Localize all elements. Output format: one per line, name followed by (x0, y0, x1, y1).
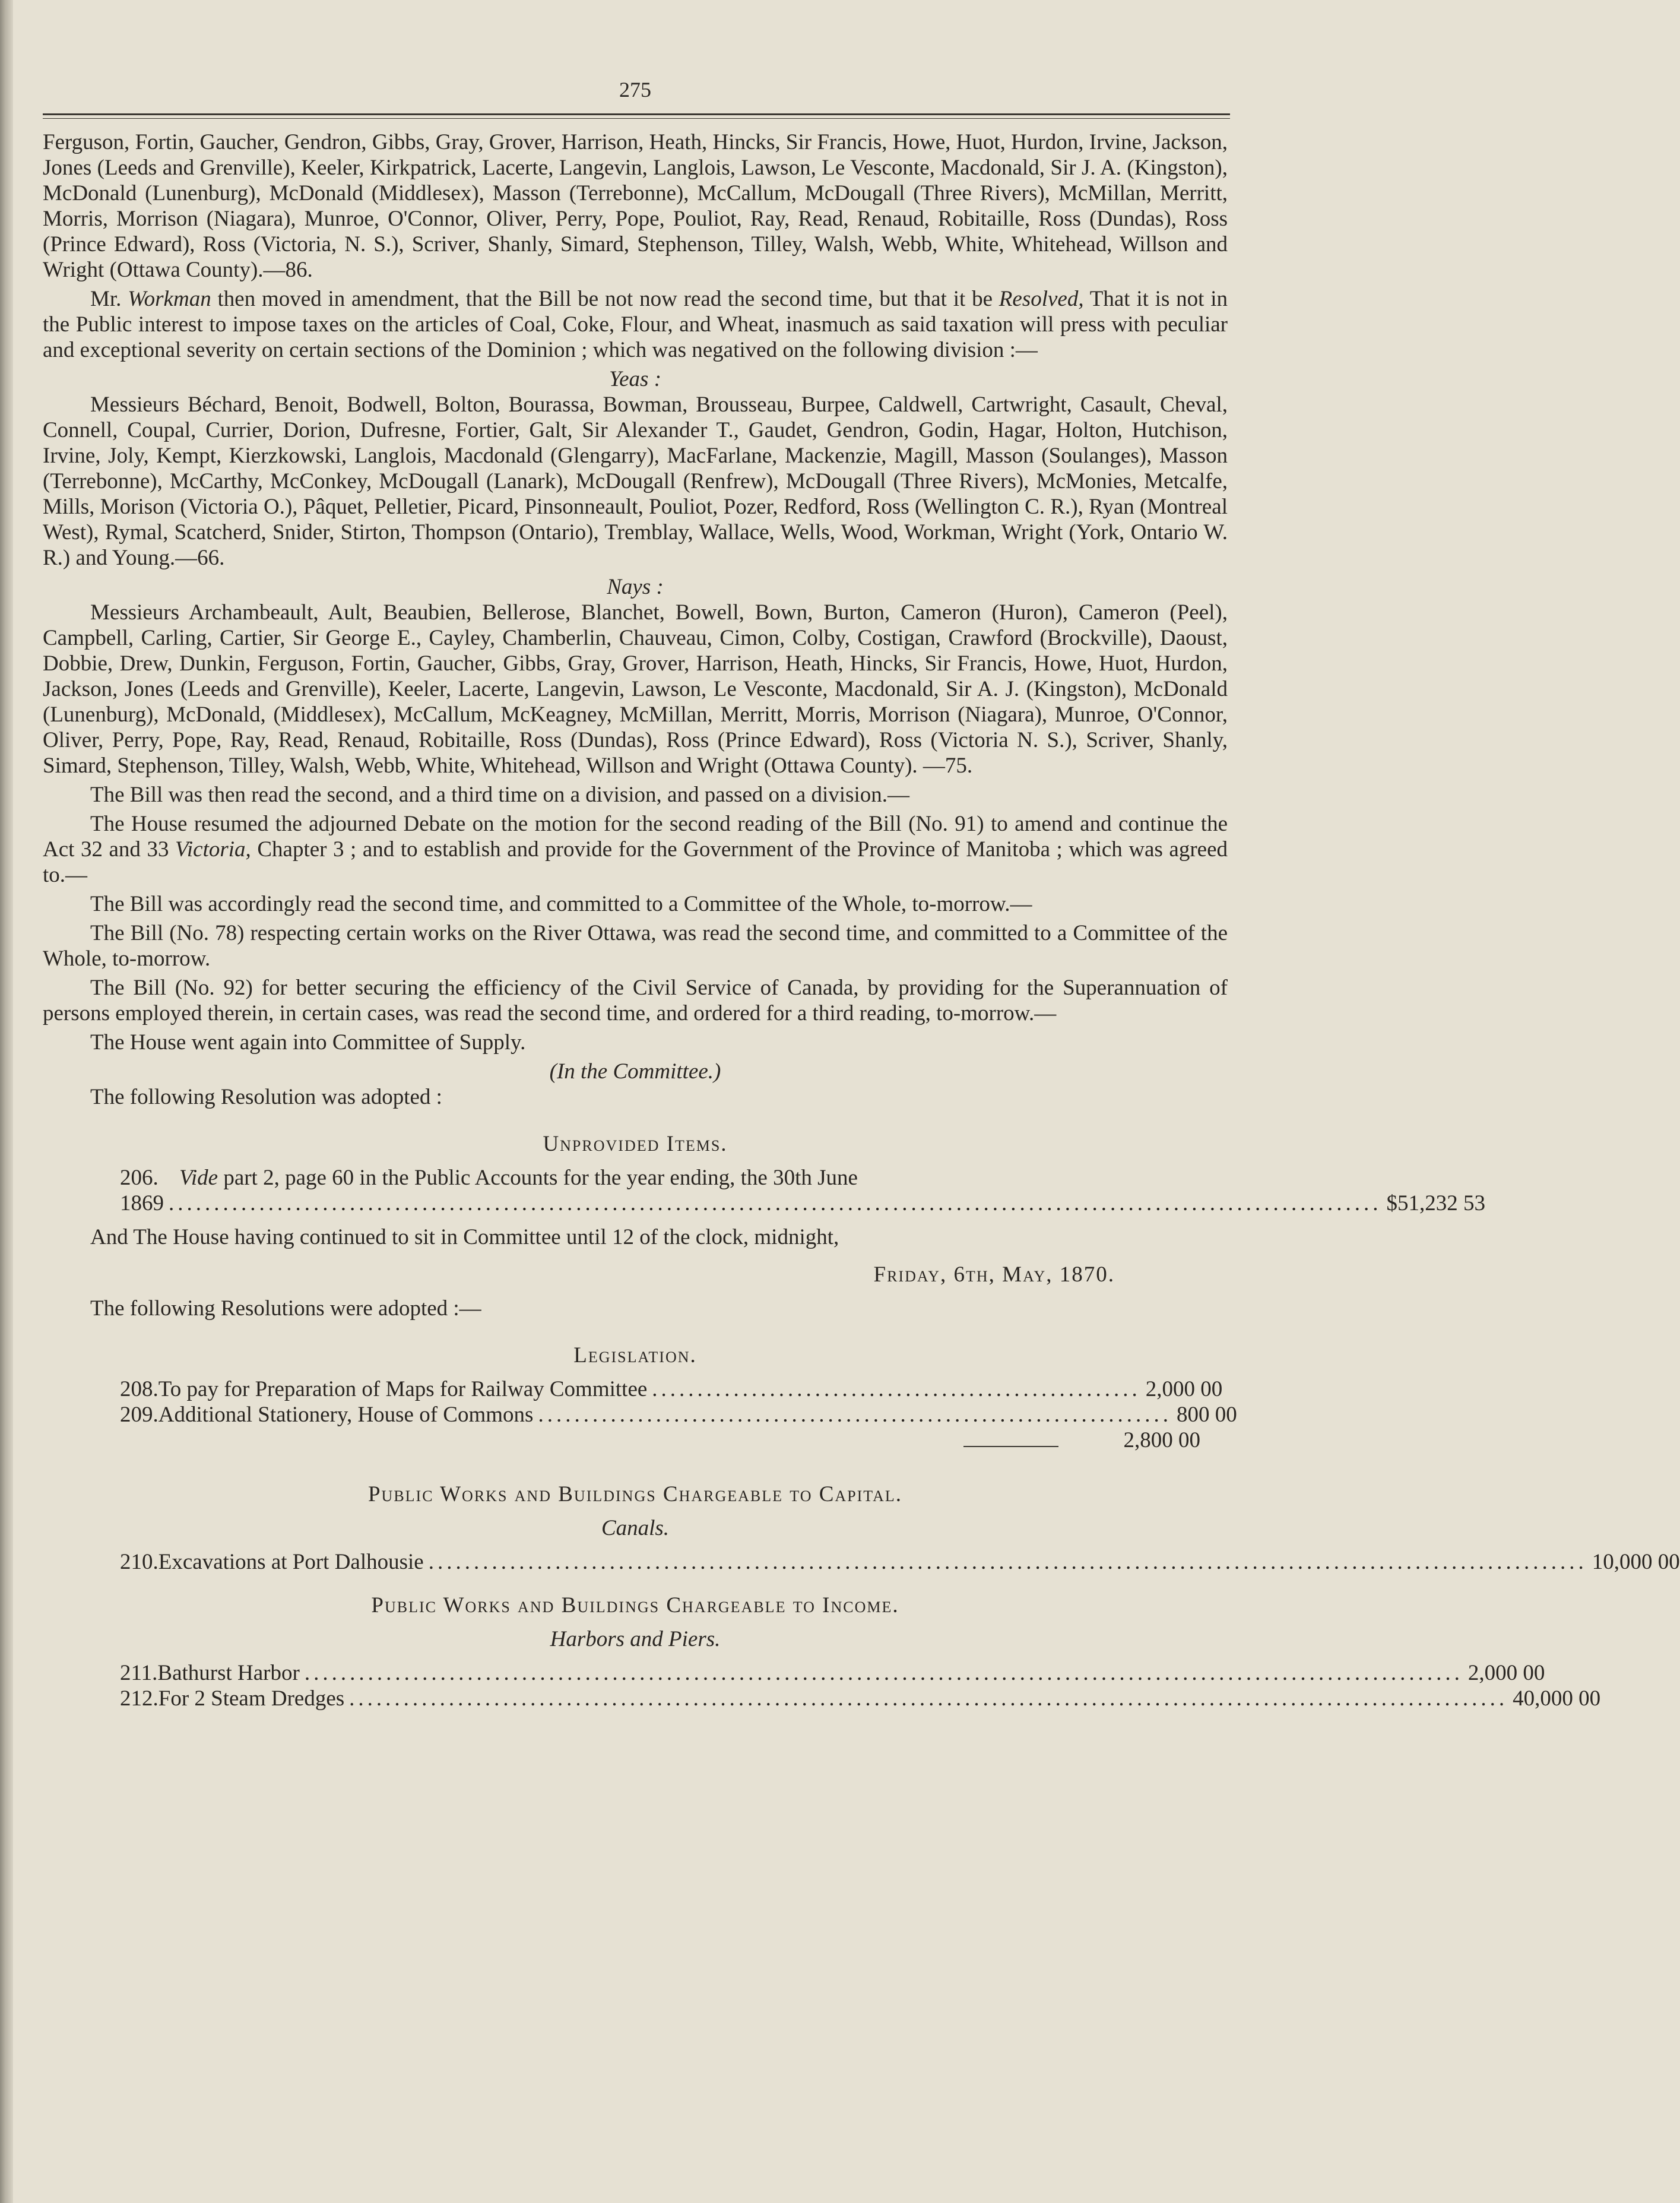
dot-leader: ...................................................................... (538, 1403, 1172, 1427)
book-binding-edge (0, 0, 13, 2203)
legislation-items (120, 1376, 1237, 1453)
resolution-adopted: The following Resolution was adopted : (90, 1085, 442, 1109)
dot-leader: ................................................................................................................................ (349, 1686, 1508, 1711)
legislation-total: 2,800 00 (1123, 1428, 1200, 1452)
house-continued: And The House having continued to sit in Committee until 12 of the clock, midnight, (90, 1225, 839, 1249)
header-rule (43, 113, 1230, 119)
unprovided-items-heading: Unprovided Items. (543, 1132, 728, 1156)
bill-92: The Bill (No. 92) for better securing the efficiency of the Civil Service of Canada, by providing for the Superannuation of persons employed therein, in certain cases, was read the second time, and ordered for a third reading, to-morrow.— (43, 976, 1228, 1025)
income-heading: Public Works and Buildings Chargeable to Income. (371, 1593, 899, 1618)
page-number: 275 (619, 78, 651, 102)
canals-subheading: Canals. (601, 1516, 670, 1540)
yeas-heading: Yeas : (608, 367, 662, 391)
harbors-subheading: Harbors and Piers. (550, 1627, 721, 1651)
journal-page (43, 77, 1680, 1711)
first-division-names: Ferguson, Fortin, Gaucher, Gendron, Gibbs, Gray, Grover, Harrison, Heath, Hincks, Sir Francis, Howe, Huot, Hurdon, Irvine, Jackson, Jones (Leeds and Grenville), Keeler, Kirkpatrick, Lacerte, Langevin, Langlois, Lawson, Le Vesconte, Macdonald, Sir J. A. (Kingston), McDonald (Lunenburg), McDonald (Middlesex), Masson (Terrebonne), McCallum, McDougall (Three Rivers), McMillan, Merritt, Morris, Morrison (Niagara), Munroe, O'Connor, Oliver, Perry, Pope, Pouliot, Ray, Read, Renaud, Robitaille, Ross (Dundas), Ross (Prince Edward), Ross (Victoria, N. S.), Scriver, Shanly, Simard, Stephenson, Tilley, Walsh, Webb, White, Whitehead, Willson and Wright (Ottawa County).—86. (43, 130, 1228, 282)
unprovided-items-list (120, 1165, 1485, 1216)
nays-names: Messieurs Archambeault, Ault, Beaubien, Bellerose, Blanchet, Bowell, Bown, Burton, Cameron (Huron), Cameron (Peel), Campbell, Carling, Cartier, Sir George E., Cayley, Chamberlin, Chauveau, Cimon, Colby, Costigan, Crawford (Brockville), Daoust, Dobbie, Drew, Dunkin, Ferguson, Fortin, Gaucher, Gibbs, Gray, Grover, Harrison, Heath, Hincks, Sir Francis, Howe, Huot, Hurdon, Jackson, Jones (Leeds and Grenville), Keeler, Lacerte, Langevin, Lawson, Le Vesconte, Macdonald, Sir A. J. (Kingston), McDonald (Lunenburg), McDonald, (Middlesex), McCallum, McKeagney, McMillan, Merritt, Morris, Morrison (Niagara), Munroe, O'Connor, Oliver, Perry, Pope, Ray, Read, Renaud, Robitaille, Ross (Dundas), Ross (Prince Edward), Ross (Victoria N. S.), Scriver, Shanly, Simard, Stephenson, Tilley, Walsh, Webb, White, Whitehead, Willson and Wright (Ottawa County). —75. (43, 600, 1228, 778)
in-committee-note: (In the Committee.) (549, 1059, 721, 1084)
nays-heading: Nays : (607, 575, 664, 599)
amendment-motion: Mr. Workman then moved in amendment, that the Bill be not now read the second time, but that it be Resolved, That it is not in the Public interest to impose taxes on the articles of Coal, Coke, Flour, and Wheat, inasmuch as said taxation will press with peculiar and exceptional severity on certain sections of the Dominion ; which was negatived on the following division :— (43, 287, 1228, 362)
bill-78: The Bill (No. 78) respecting certain works on the River Ottawa, was read the second time, and committed to a Committee of the Whole, to-morrow. (43, 921, 1228, 971)
committee-of-supply: The House went again into Committee of Supply. (90, 1030, 526, 1055)
list-item: 210. Excavations at Port Dalhousie ................................................................................................................................ 10,000 00 (120, 1550, 1680, 1574)
subtotal-rule (963, 1446, 1058, 1447)
subtotal-row (120, 1427, 1200, 1453)
dot-leader: ...................................................................................................................................... (169, 1191, 1382, 1216)
manitoba-debate: The House resumed the adjourned Debate on the motion for the second reading of the Bill (No. 91) to amend and continue the Act 32 and 33 Victoria, Chapter 3 ; and to establish and provide for the Government of the Province of Manitoba ; which was agreed to.— (43, 812, 1228, 887)
dot-leader: ...................................................... (652, 1377, 1141, 1401)
capital-items (120, 1549, 1680, 1575)
dot-leader: ................................................................................................................................ (428, 1550, 1587, 1574)
resolutions-adopted: The following Resolutions were adopted :— (90, 1296, 481, 1321)
bill-passed: The Bill was then read the second, and a third time on a division, and passed on a division.— (90, 783, 910, 807)
bill-committed: The Bill was accordingly read the second time, and committed to a Committee of the Whole, to-morrow.— (90, 892, 1032, 916)
list-item: 208. To pay for Preparation of Maps for Railway Committee ...................................................... 2,000 00 (120, 1377, 1223, 1401)
dot-leader: ................................................................................................................................ (304, 1661, 1463, 1685)
list-item: 206. Vide part 2, page 60 in the Public Accounts for the year ending, the 30th June (120, 1166, 858, 1190)
legislation-heading: Legislation. (573, 1343, 697, 1368)
yeas-names: Messieurs Béchard, Benoit, Bodwell, Bolton, Bourassa, Bowman, Brousseau, Burpee, Caldwell, Cartwright, Casault, Cheval, Connell, Coupal, Currier, Dorion, Dufresne, Fortier, Galt, Sir Alexander T., Gaudet, Gendron, Godin, Hagar, Holton, Hutchison, Irvine, Joly, Kempt, Kierzkowski, Langlois, Macdonald (Glengarry), MacFarlane, Mackenzie, Magill, Masson (Soulanges), Masson (Terrebonne), McCarthy, McConkey, McDougall (Lanark), McDougall (Renfrew), McDougall (Three Rivers), McMonies, Metcalfe, Mills, Morison (Victoria O.), Pâquet, Pelletier, Picard, Pinsonneault, Pouliot, Pozer, Redford, Ross (Wellington C. R.), Ryan (Montreal West), Rymal, Scatcherd, Snider, Stirton, Thompson (Ontario), Tremblay, Wallace, Wells, Wood, Workman, Wright (York, Ontario W. R.) and Young.—66. (43, 393, 1228, 570)
list-item: 212. For 2 Steam Dredges ................................................................................................................................ 40,000 00 (120, 1686, 1601, 1711)
list-item: 1869 ...................................................................................................................................... $51,232 53 (120, 1191, 1485, 1216)
sitting-date: Friday, 6th, May, 1870. (873, 1262, 1115, 1287)
income-items (120, 1660, 1601, 1711)
list-item: 209. Additional Stationery, House of Commons ...................................................................... 800 00 (120, 1403, 1237, 1427)
list-item: 211. Bathurst Harbor ................................................................................................................................ 2,000 00 (120, 1661, 1545, 1685)
capital-heading: Public Works and Buildings Chargeable to Capital. (367, 1482, 903, 1506)
